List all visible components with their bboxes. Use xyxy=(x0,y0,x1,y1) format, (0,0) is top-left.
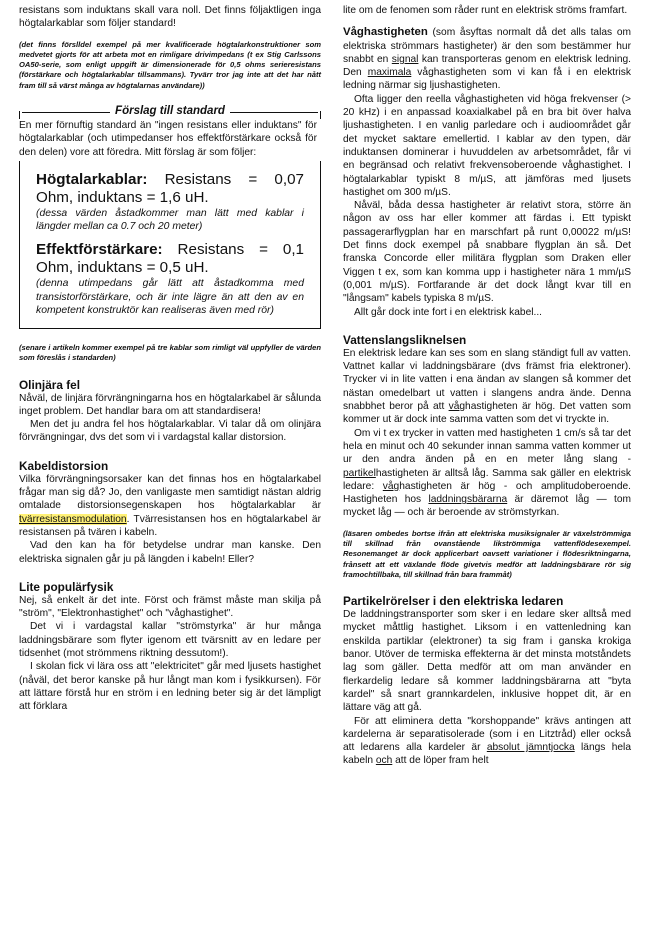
lead-term: Våghastigheten xyxy=(343,26,428,39)
paragraph xyxy=(343,26,631,92)
text-run: våghastigheten som vi kan få i en elektrisk ledning närmar sig ljushastigheten. xyxy=(343,67,631,92)
underlined-term: våg xyxy=(448,401,466,413)
paragraph xyxy=(343,715,631,768)
paragraph: Vad den kan ha för betydelse undrar man kanske. Den elektriska signalen går ju på längden i kabeln! Eller? xyxy=(19,540,321,565)
text-run: Vilka förvrängningsorsaker kan det finnas hos en högtalarkabel frågar man sig då? Jo, den vanligaste men samtidigt nästan aldrig omtalade distorsionsegenskapen hos högtalarkablar är xyxy=(19,473,321,512)
standard-box xyxy=(19,161,321,329)
paragraph: Nåväl, de linjära förvrängningarna hos en högtalarkabel är sålunda inget problem. Det handlar bara om att standardisera! xyxy=(19,392,321,417)
text-run: Om vi t ex trycker in vatten med hastigheten 1 cm/s så tar det hela en minut och 40 sekunder innan samma vatten kommer ut ur den andra änden på en en meter lång slang - xyxy=(343,427,631,466)
paragraph: Ofta ligger den reella våghastigheten vid höga frekvenser (> 20 kHz) i en anpassad koaxialkabel på en bra bit över halva ljushastigheten. I en vanlig parledare och i audioområdet går det mycket saktare emellertid. I kablar av den typen, där induktansen dominerar i huvuddelen av arbetsområdet, får vi en begränsad och relativt frekvensoberoende våghastighet. I högtalarkablar typiskt 8 m/µS, att jämföras med ljusets hastighet om 300 m/µS. xyxy=(343,93,631,198)
underlined-term: absolut jämntjocka xyxy=(486,742,575,754)
speaker-cable-spec xyxy=(36,171,304,207)
paragraph: Nåväl, båda dessa hastigheter är relativt stora, större än någon av oss har eller kommer att färdas i. Ett typiskt passagerarflygplan har en marschfart på runt 0,00022 m/µS! Det finns dock exempel på snabbare flygplan än så. Det franska Concorde eller militära flygplan som Draken eller Viggen t ex, som kan komma upp i hastigheter nära 1 mm/µS (0,001 m/µS). Fortfarande är det dock långt kvar till en "långsam" kabels typiska 8 m/µS. xyxy=(343,200,631,305)
paragraph xyxy=(19,473,321,539)
speaker-cable-note: (dessa värden åstadkommer man lätt med kablar i längder mellan ca 0.7 och 20 meter) xyxy=(36,207,304,233)
section-heading: Lite populärfysik xyxy=(19,579,114,594)
text-run: En elektrisk ledare kan ses som en slang ständigt full av vatten. Vattnet kallar vi laddningsbärare (dvs främst fria elektroner). Trycker vi in lite vatten i ena ändan av slangen så kommer det nästan omedelbart ut vatten i slangens andra ände. Denna snabbhet beror på att xyxy=(343,347,631,413)
right-column xyxy=(343,4,631,768)
underlined-term: laddningsbärarna xyxy=(428,494,508,506)
paragraph: De laddningstransporter som sker i en ledare sker alltså med mycket måttlig hastighet. Liksom i en vattenledning kan enskilda partiklar (elektroner) ta sig fram i ganska krokiga banor. Utöver de termiska effekterna är det minsta motståndets lag som gäller. Detta medför att om man använder en flerkardelig ledare så kommer laddningsbärarna att "byta kardel" så snart grannkardelen, inklusive hoppet dit, är en lättare väg att gå. xyxy=(343,609,631,714)
section-heading: Kabeldistorsion xyxy=(19,458,109,473)
speaker-cable-label: Högtalarkablar: xyxy=(36,170,148,188)
section-heading: Vattenslangsliknelsen xyxy=(343,332,467,347)
paragraph: Nej, så enkelt är det inte. Först och främst måste man skilja på "ström", "Elektronhastighet" och "våghastighet". xyxy=(19,594,321,620)
amplifier-spec xyxy=(36,241,304,277)
editor-note: (det finns förslldel exempel på mer kvalificerade högtalarkonstruktioner som medvetet gjorts för att arbeta mot en rimligare drivimpedans (t ex Stig Carlssons OA50-serie, som enligt uppgift är dimensionerade för 0,5 ohms serieresistans (förstärkare och högtalarkablar tillsammans). Tyvärr tror jag inte att det har nått fram till så värst många av högtalarnas användare)) xyxy=(19,39,321,90)
text-run: hastigheten är hög - och amplitudoberoende. Hastigheten hos xyxy=(343,480,632,506)
editor-note: (senare i artikeln kommer exempel på tre kablar som rimligt väl uppfyller de värden som föreslås i standarden) xyxy=(19,342,321,363)
section-heading: Olinjära fel xyxy=(19,377,80,392)
underlined-term: våg xyxy=(382,480,400,492)
section-heading: Partikelrörelser i den elektriska ledaren xyxy=(343,594,564,609)
text-run: . Tvärresistansen hos en högtalarkabel är resistansen på tvären i kabeln. xyxy=(19,513,321,538)
text-run: är däremot låg — tom mycket låg — och är beroende av strömstyrkan. xyxy=(343,494,631,519)
text-run: (som åsyftas normalt då det alls talas om elektriska strömmars hastigheter) är den som bestämmer hur snabbt en xyxy=(343,27,631,65)
paragraph: I skolan fick vi lära oss att "elektricitet" går med ljusets hastighet (nåväl, det beror kanske på hur långt man kom i fysikkursen). För att lättare förstå hur en ström i en ledning beter sig är det lämpligt att förklara xyxy=(19,661,321,713)
text-run: hastigheten är hög. Det vatten som kommer ut är dock inte samma vatten som det vi tryckte in. xyxy=(343,401,631,426)
amplifier-label: Effektförstärkare: xyxy=(36,241,163,259)
paragraph: Men det ju andra fel hos högtalarkablar. Vi talar då om olinjära förvrängningar, dvs det som vi i vardagstal kallar distorsion. xyxy=(19,419,321,444)
underlined-term: signal xyxy=(391,53,419,65)
paragraph xyxy=(343,427,631,520)
underlined-term: maximala xyxy=(367,67,412,79)
left-column xyxy=(19,4,321,714)
paragraph: Det vi i vardagstal kallar "strömstyrka" är hur många laddningsbärare som flyter igenom ett tvärsnitt av en ledare per tidsenhet (mot strömmens riktning dessutom!). xyxy=(19,621,321,660)
underlined-term: och xyxy=(375,755,393,767)
text-run: kan transporteras genom en elektrisk ledning. Den xyxy=(343,53,631,79)
paragraph xyxy=(343,347,631,427)
text-run: längs hela kabeln xyxy=(343,742,631,767)
amplifier-value: Resistans = 0,1 Ohm, induktans = 0,5 uH. xyxy=(36,241,304,277)
paragraph: lite om de fenomen som råder runt en elektrisk ströms framfart. xyxy=(343,5,628,16)
editor-note: (läsaren ombedes bortse ifrån att elektriska musiksignaler är växelströmmiga till skillnad från ovanstående likströmmiga vattenflödesexempel. Resonemanget är dock applicerbart oavsett variationer i flödesriktningarna, frånsett att ett växlande flöde givetvis medför att laddningsbärare rör sig framochtillbaka, till skillnad från bara frammåt) xyxy=(343,528,631,579)
speaker-cable-value: Resistans = 0,07 Ohm, induktans = 1,6 uH. xyxy=(36,170,304,206)
highlighted-term: tvärresistansmodulation xyxy=(19,513,127,525)
text-run: För att eliminera detta "korshoppande" krävs antingen att kardelerna är separatisolerade (som i en Litztråd) eller också att ledarens alla kardeler är xyxy=(343,715,631,754)
underlined-term: partikel xyxy=(343,467,376,479)
paragraph: Allt går dock inte fort i en elektrisk kabel... xyxy=(354,306,542,318)
amplifier-note: (denna utimpedans går lätt att åstadkomma med transistorförstärkare, och är inte lägre än att den av en kompetent konstruktör kan realiseras även med rör) xyxy=(36,278,304,316)
standard-box-title: Förslag till standard xyxy=(115,105,225,118)
standard-intro: En mer förnuftig standard än "ingen resistans eller induktans" för högtalarkablar (och utimpedanser hos effektförstärkare också för den delen) vore att föredra. Mitt förslag är som följer: xyxy=(19,120,317,158)
text-run: att de löper fram helt xyxy=(392,755,489,767)
paragraph: resistans som induktans skall vara noll. Det finns följaktligen inga högtalarkablar som följer standard! xyxy=(19,5,321,30)
text-run: hastigheten är alltså låg. Samma sak gäller en elektrisk ledare: xyxy=(343,467,631,492)
